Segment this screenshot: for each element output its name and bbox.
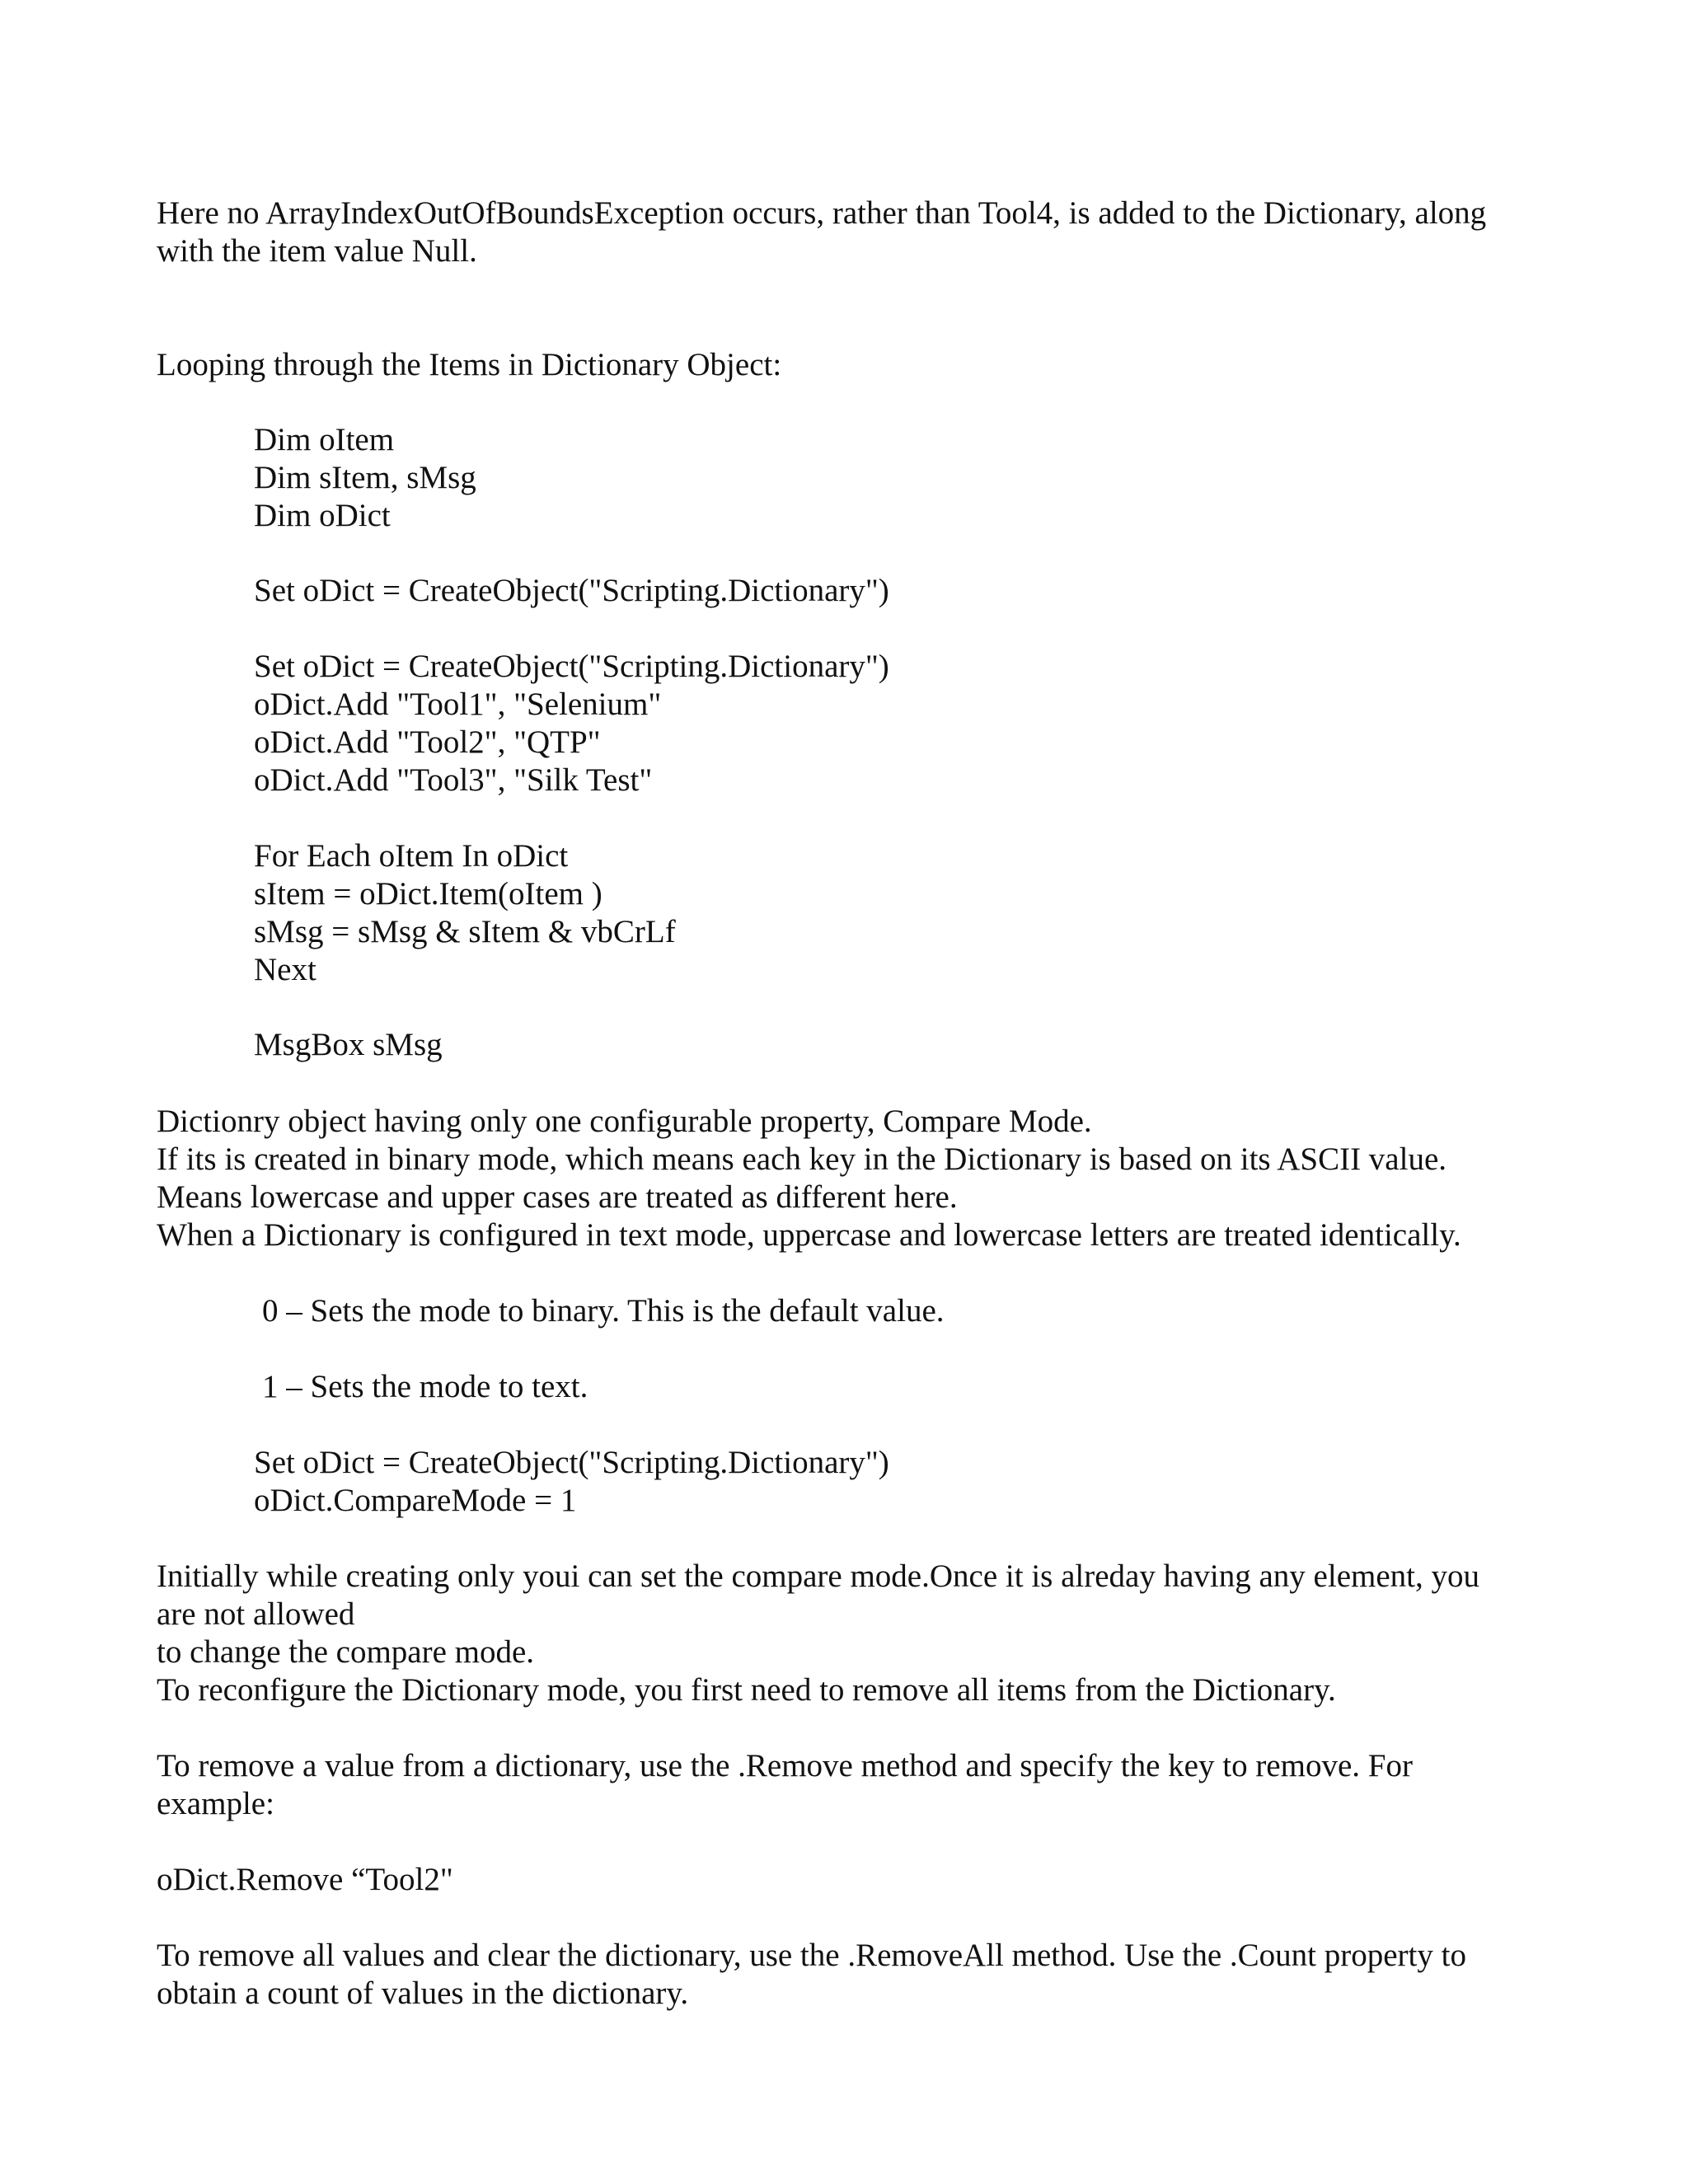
compare-paragraph-line: When a Dictionary is configured in text mode, uppercase and lowercase letters are treated identically.	[157, 1217, 1461, 1253]
intro-line-1: Here no ArrayIndexOutOfBoundsException occurs, rather than Tool4, is added to the Dictionary, along	[157, 195, 1487, 231]
compare-paragraph-line: Means lowercase and upper cases are treated as different here.	[157, 1179, 958, 1215]
code-line: Set oDict = CreateObject("Scripting.Dictionary")	[254, 573, 889, 608]
code-line: oDict.Add "Tool3", "Silk Test"	[254, 762, 653, 798]
remove-code-line: oDict.Remove “Tool2"	[157, 1862, 453, 1897]
compare-paragraph-line: Dictionry object having only one configurable property, Compare Mode.	[157, 1104, 1092, 1139]
code-line: Dim sItem, sMsg	[254, 460, 476, 495]
remove-paragraph-line: example:	[157, 1786, 274, 1821]
code-line: For Each oItem In oDict	[254, 838, 569, 874]
removeall-paragraph-line: obtain a count of values in the dictionary.	[157, 1975, 689, 2011]
intro-line-2: with the item value Null.	[157, 233, 477, 269]
code-line: Next	[254, 952, 316, 987]
mode-binary: 0 – Sets the mode to binary. This is the default value.	[262, 1293, 945, 1329]
looping-heading: Looping through the Items in Dictionary Object:	[157, 347, 782, 382]
initially-paragraph-line: Initially while creating only youi can set the compare mode.Once it is alreday having any element, you	[157, 1558, 1479, 1594]
code-line: sItem = oDict.Item(oItem )	[254, 876, 603, 912]
initially-paragraph-line: to change the compare mode.	[157, 1634, 535, 1670]
code-line: oDict.CompareMode = 1	[254, 1483, 577, 1518]
initially-paragraph-line: are not allowed	[157, 1596, 355, 1632]
code-line: Dim oItem	[254, 422, 395, 457]
remove-paragraph-line: To remove a value from a dictionary, use the .Remove method and specify the key to remove. For	[157, 1748, 1413, 1783]
code-line: MsgBox sMsg	[254, 1027, 443, 1062]
code-line: oDict.Add "Tool2", "QTP"	[254, 724, 601, 760]
compare-paragraph-line: If its is created in binary mode, which means each key in the Dictionary is based on its ASCII value.	[157, 1141, 1447, 1177]
removeall-paragraph-line: To remove all values and clear the dictionary, use the .RemoveAll method. Use the .Count property to	[157, 1938, 1466, 1973]
code-line: Set oDict = CreateObject("Scripting.Dictionary")	[254, 649, 889, 684]
code-line: Dim oDict	[254, 498, 391, 533]
code-line: Set oDict = CreateObject("Scripting.Dictionary")	[254, 1445, 889, 1480]
code-line: sMsg = sMsg & sItem & vbCrLf	[254, 914, 676, 949]
initially-paragraph-line: To reconfigure the Dictionary mode, you first need to remove all items from the Dictionary.	[157, 1672, 1336, 1708]
code-line: oDict.Add "Tool1", "Selenium"	[254, 687, 662, 722]
mode-text: 1 – Sets the mode to text.	[262, 1369, 588, 1404]
